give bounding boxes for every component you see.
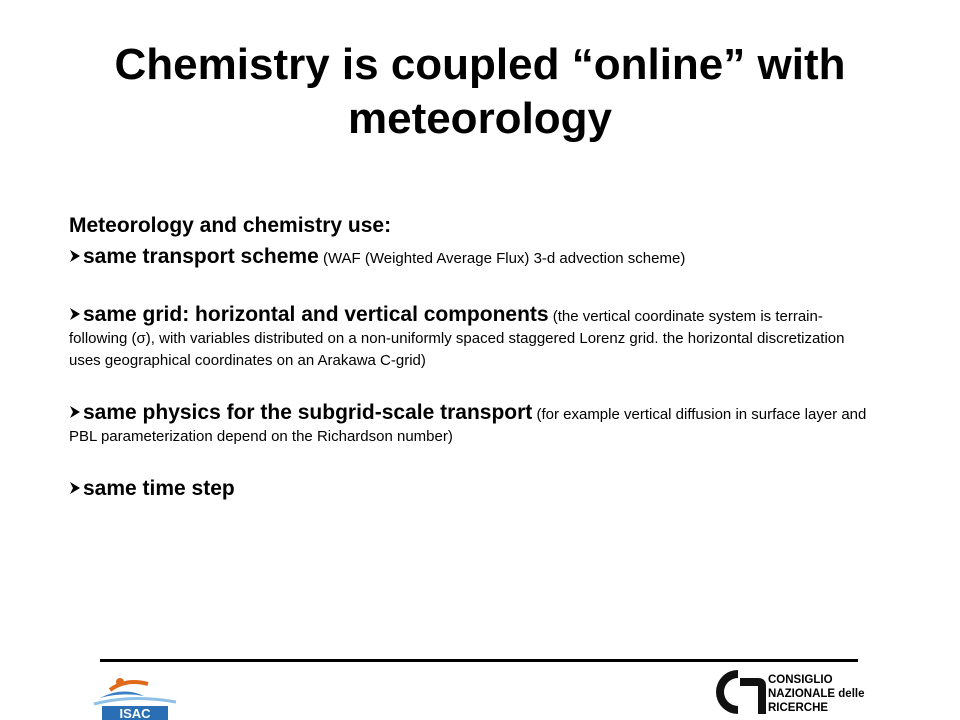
isac-logo-text: ISAC [119, 706, 151, 720]
arrow-bullet-icon [69, 306, 83, 328]
slide-title: Chemistry is coupled “online” with meteorology [114, 40, 846, 143]
arrow-bullet-icon [69, 480, 83, 502]
bullet-heading: same transport scheme [83, 245, 319, 268]
arrow-bullet-icon [69, 248, 83, 270]
bullet-item [69, 402, 869, 448]
intro-heading: Meteorology and chemistry use: [69, 214, 392, 237]
bullet-heading: same physics for the subgrid-scale transport [83, 401, 533, 424]
slide-content [69, 212, 869, 532]
bullet-detail: (WAF (Weighted Average Flux) 3-d advection scheme) [318, 250, 686, 267]
bullet-detail: (for example vertical diffusion in surface layer and PBL parameterization depend on the Richardson number) [69, 406, 867, 445]
footer-divider [100, 659, 858, 662]
cnr-logo-text [768, 673, 864, 715]
cnr-line: NAZIONALE delle [768, 688, 865, 700]
bullet-heading: same time step [83, 477, 235, 500]
bullet-item [69, 478, 869, 502]
bullet-heading: same grid: horizontal and vertical components [83, 303, 549, 326]
cnr-line: CONSIGLIO [768, 674, 833, 686]
cnr-line: RICERCHE [768, 702, 829, 714]
bullet-detail: (the vertical coordinate system is terrain-following (σ), with variables distributed on a non-uniformly spaced staggered Lorenz grid. the horizontal discretization uses geographical coordinates on an Arakawa C-grid) [69, 308, 845, 369]
arrow-bullet-icon [69, 404, 83, 426]
bullet-item [69, 304, 869, 372]
bullet-item [69, 246, 869, 270]
isac-logo [92, 668, 182, 720]
